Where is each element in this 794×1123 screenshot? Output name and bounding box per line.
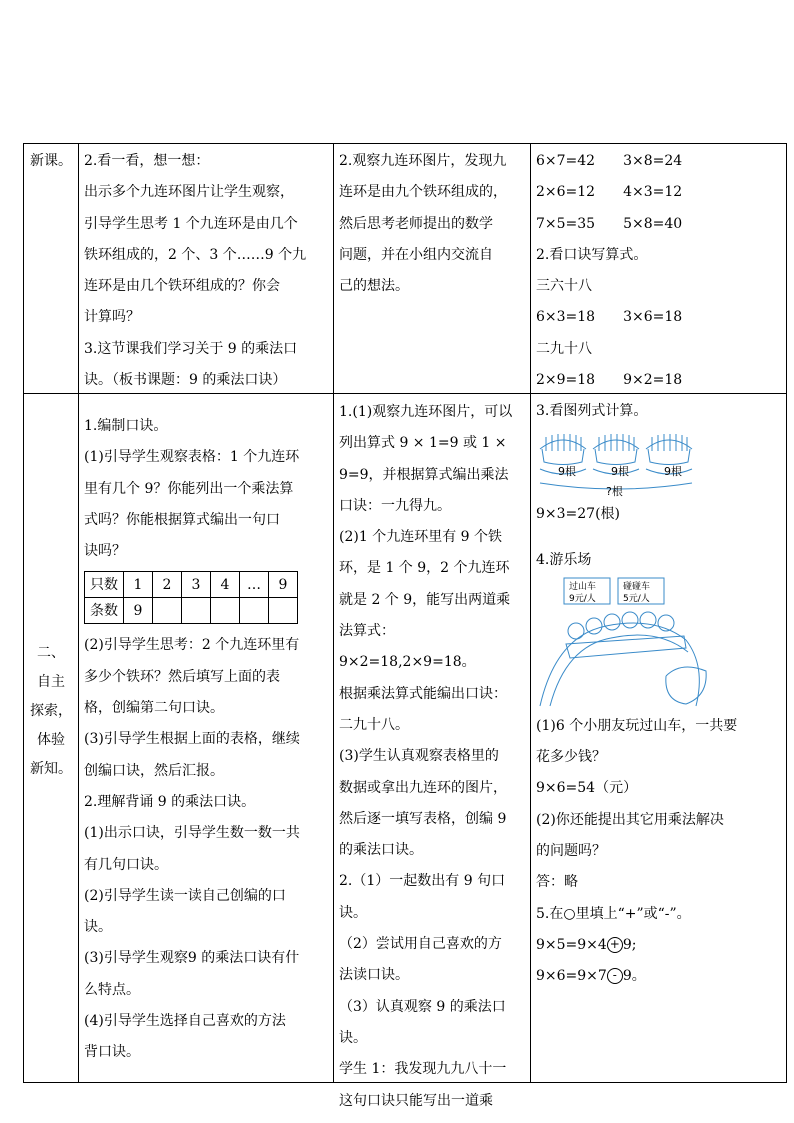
coaster-car xyxy=(566,636,686,658)
bundle-icon xyxy=(593,434,639,465)
student-activity: 2.观察九连环图片，发现九 连环是由九个铁环组成的， 然后思考老师提出的数学 问题，并在小组内交流自 己的想法。 xyxy=(339,153,507,295)
circled-sign: + xyxy=(607,937,623,953)
lesson-table xyxy=(23,143,787,1109)
table-cell: … xyxy=(240,572,269,598)
divider xyxy=(530,144,531,1082)
bundle-label: 9根 xyxy=(558,465,576,479)
table-cell xyxy=(153,598,182,624)
roller-coaster-figure xyxy=(536,576,712,711)
table-cell: 9 xyxy=(124,598,153,624)
table-row xyxy=(85,572,298,598)
bundle-icon xyxy=(646,434,692,465)
child-head xyxy=(586,618,602,634)
section-label-new-lesson: 新课。 xyxy=(30,153,72,169)
table-cell: 3 xyxy=(182,572,211,598)
sign-price: 5元/人 xyxy=(623,593,650,604)
divider xyxy=(78,144,79,1082)
section-label-explore: 二、 自主 探索， 体验 新知。 xyxy=(30,645,72,777)
bundles-figure xyxy=(536,427,696,497)
bundle-label: 9根 xyxy=(611,465,629,479)
table-cell: 9 xyxy=(269,572,298,598)
table-cell: 条数 xyxy=(85,598,124,624)
table-cell xyxy=(211,598,240,624)
bundle-label: 9根 xyxy=(664,465,682,479)
amusement-park-illustration xyxy=(536,576,712,711)
sign-label: 碰碰车 xyxy=(623,581,651,592)
circled-sign: - xyxy=(607,968,623,984)
teacher-activity: 2.看一看，想一想： 出示多个九连环图片让学生观察， 引导学生思考 1 个九连环是由几个 铁环组成的，2 个、3 个……9 个九 连环是由几个铁环组成的？你会 计算吗？ 3.这节课我们学习关于 9 的乘法口 诀。（板书课题：9 的乘法口诀） xyxy=(84,153,307,389)
bundle-icon xyxy=(540,434,586,465)
child-head xyxy=(568,623,584,639)
equation-left: 9×6=9×7 xyxy=(536,968,607,985)
divider xyxy=(333,144,334,1082)
sign-label: 过山车 xyxy=(569,581,597,592)
table-cell: 2 xyxy=(153,572,182,598)
table-cell xyxy=(182,598,211,624)
equation-2 xyxy=(536,961,784,992)
table-row xyxy=(85,598,298,624)
track xyxy=(686,640,699,706)
total-label: ?根 xyxy=(606,485,623,498)
equation-1 xyxy=(536,930,784,961)
count-table xyxy=(84,571,298,624)
table-cell: 只数 xyxy=(85,572,124,598)
child-head xyxy=(622,612,638,628)
track xyxy=(540,623,686,706)
sign-price: 9元/人 xyxy=(569,593,596,604)
table-cell xyxy=(240,598,269,624)
tree xyxy=(666,667,706,704)
table-cell xyxy=(269,598,298,624)
table-cell: 1 xyxy=(124,572,153,598)
track xyxy=(550,635,688,706)
equation-right: 9; xyxy=(622,936,637,953)
child-head xyxy=(640,612,656,628)
exercise-content: 6×7=42 3×8=24 2×6=12 4×3=12 7×5=35 5×8=40 2.看口诀写算式。 三六十八 6×3=18 3×6=18 二九十八 2×9=18 9×2=18 xyxy=(536,153,683,389)
bundles-illustration xyxy=(536,427,696,497)
equation-right: 9。 xyxy=(622,968,646,985)
child-head xyxy=(604,614,620,630)
teacher-activity-2: 1.编制口诀。 (1)引导学生观察表格：1 个九连环 里有几个 9？你能列出一个乘法算 式吗？你能根据算式编出一句口 诀吗？ 只数 1 2 3 4 … 9 条数 9 (2)引导学生思考：2 个九连环里有 多少个铁环？然后填写上面的表 格，创编第二句口诀。 (3)引导学生根据上面的表格，继续 创编口诀，然后汇报。 2.理解背诵 9 的乘法口诀。 (1)出示口诀，引导学生数一数一共 有几句口诀。 (2)引导学生读一读自己创编的口 诀。 (3)引导学生观察9 的乘法口诀有什 么特点。 (4)引导学生选择自己喜欢的方法 背口诀。 xyxy=(84,418,300,1061)
student-activity-2: 1.(1)观察九连环图片，可以 列出算式 9 × 1=9 或 1 × 9=9，并根据算式编出乘法 口诀：一九得九。 (2)1 个九连环里有 9 个铁 环，是 1 个 9，2 个九连环 就是 2 个 9，能写出两道乘 法算式：9×2=18,2×9=18。 根据乘法算式能编出口诀： 二九十八。 (3)学生认真观察表格里的 数据或拿出九连环的图片， 然后逐一填写表格，创编 9 的乘法口诀。 2.（1）一起数出有 9 句口 诀。 （2）尝试用自己喜欢的方 法读口诀。 （3）认真观察 9 的乘法口 诀。 学生 1：我发现九九八十一 这句口诀只能写出一道乘 xyxy=(339,404,513,1109)
table-cell: 4 xyxy=(211,572,240,598)
equation-left: 9×5=9×4 xyxy=(536,936,607,953)
exercise-content-2: 3.看图列式计算。 9根 9根 9根 ?根 9×3=27(根) 4.游乐场 过山车 9元/人 碰碰车 5元/人 (1)6 个小朋友玩过山车，一共要 花多少钱？ 9×6=54（元） (2)你还能提出其它用乘法解决 的问题吗？ 答：略 5.在○里填上“+”或“-”。 9×5=9×4 + 9; 9×6=9×7 - 9。 xyxy=(536,396,784,993)
